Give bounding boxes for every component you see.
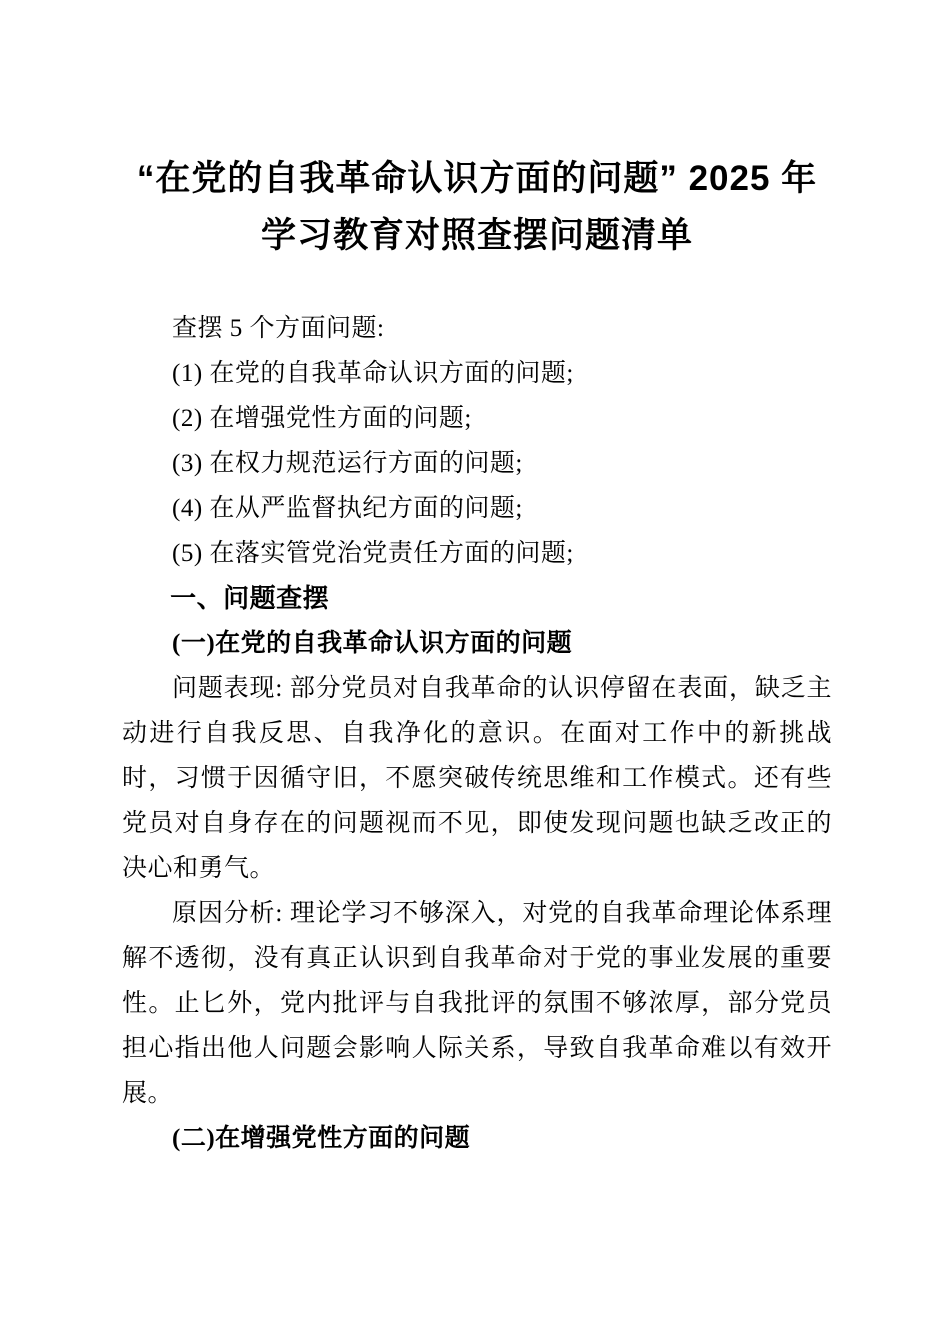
list-item-3: (3) 在权力规范运行方面的问题; xyxy=(172,450,523,477)
intro-paragraph: 查摆 5 个方面问题: xyxy=(172,315,385,342)
subsection-heading-2: (二)在增强党性方面的问题 xyxy=(172,1125,471,1152)
list-item-2: (2) 在增强党性方面的问题; xyxy=(172,405,472,432)
subsection-heading-1: (一)在党的自我革命认识方面的问题 xyxy=(172,630,573,657)
problem-manifestation-paragraph: 问题表现: 部分党员对自我革命的认识停留在表面，缺乏主动进行自我反思、自我净化的意识。在面对工作中的新挑战时，习惯于因循守旧，不愿突破传统思维和工作模式。还有些党员对自身存在的问题视而不见，即使发现问题也缺乏改正的决心和勇气。 xyxy=(122,675,832,882)
list-item-1: (1) 在党的自我革命认识方面的问题; xyxy=(172,360,574,387)
document-title-line-2: 学习教育对照查摆问题清单 xyxy=(260,216,693,255)
list-item-5: (5) 在落实管党治党责任方面的问题; xyxy=(172,540,574,567)
list-item-4: (4) 在从严监督执纪方面的问题; xyxy=(172,495,523,522)
section-heading-problem-review: 一、问题查摆 xyxy=(170,583,330,613)
document-title xyxy=(122,150,832,264)
document-title-line-1: “在党的自我革命认识方面的问题” 2025 年 xyxy=(136,159,818,198)
cause-analysis-paragraph: 原因分析: 理论学习不够深入，对党的自我革命理论体系理解不透彻，没有真正认识到自我革命对于党的事业发展的重要性。止匕外，党内批评与自我批评的氛围不够浓厚，部分党员担心指出他人问题会影响人际关系，导致自我革命难以有效开展。 xyxy=(122,900,832,1107)
